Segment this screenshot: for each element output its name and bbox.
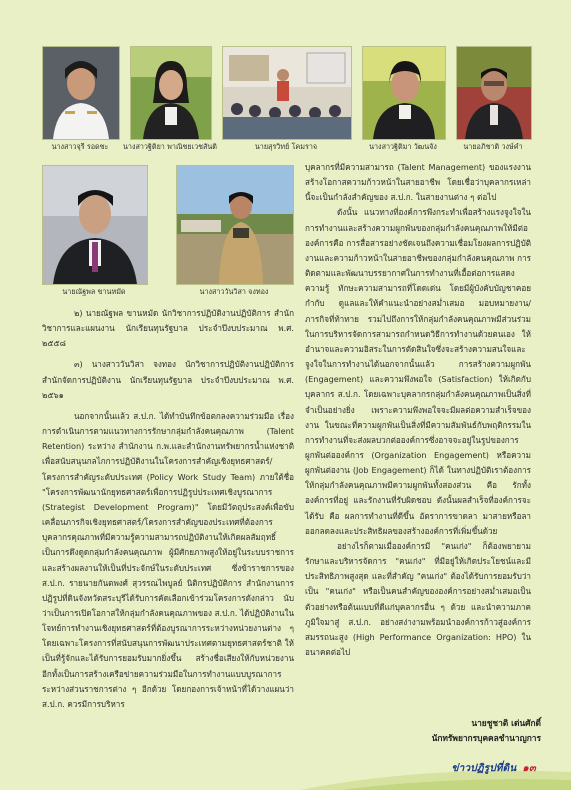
portrait-image bbox=[43, 166, 147, 284]
photo-6-caption: นายณัฐพล ขานหมัด bbox=[62, 287, 126, 296]
paragraph: นอกจากนั้นแล้ว ส.ป.ก. ได้ทำบันทึกข้อตกลงความร่วมมือ เรื่อง การดำเนินการตามแนวทางการรักษากลุ่มกำลังคนคุณภาพ (Talent Retention) ระหว่าง สำนักงาน ก.พ.และสำนักงานทรัพยากรน้ำแห่งชาติเพื่อสนับสนุนกลไกการปฏิบัติงานในโครงการสำคัญเชิงยุทธศาสตร์/โครงการสำคัญระดับประเทศ (Policy Work Study Team) ภายใต้ชื่อ "โครงการพัฒนานักยุทธศาสตร์เพื่อการปฏิรูปประเทศเชิงบูรณาการ (Strategist Development Program)" โดยมีวัตถุประสงค์เพื่อขับเคลื่อนภารกิจเชิงยุทธศาสตร์/โครงการสำคัญของประเทศที่ต้องการบุคลากรคุณภาพที่มีความรู้ความสามารถปฏิบัติงานให้เกิดผลสัมฤทธิ์ เป็นการดึงดูดกลุ่มกำลังคนคุณภาพ ผู้มีศักยภาพสูงให้อยู่ในระบบราชการและสร้างผลงานให้เป็นที่ประจักษ์ในระดับประเทศ ซึ่งข้าราชการของ ส.ป.ก. รายนายกันตพงศ์ สุวรรณไพบูลย์ นิติกรปฏิบัติการ สำนักงานการปฏิรูปที่ดินจังหวัดสระบุรีได้รับการคัดเลือกเข้าร่วมโครงการดังกล่าว นับว่าเป็นการเปิดโอกาสให้กลุ่มกำลังคนคุณภาพของ ส.ป.ก. ได้ปฏิบัติงานในโจทย์การทำงานเชิงยุทธศาสตร์ที่ต้องบูรณาการระหว่างหน่วยงานต่าง ๆ โดยเฉพาะโครงการที่สนับสนุนการพัฒนาประเทศตามยุทธศาสตร์ชาติ ให้เป็นที่รู้จักและได้รับการยอมรับมากยิ่งขึ้น สร้างชื่อเสียงให้กับหน่วยงาน อีกทั้งเป็นการสร้างเครือข่ายความร่วมมือในการทำงานแบบบูรณาการระหว่างส่วนราชการต่าง ๆ อีกด้วย โดยกองการเจ้าหน้าที่ได้วางแผนว่า ส.ป.ก. ควรมีการบริหาร bbox=[42, 410, 294, 709]
portrait-image bbox=[43, 47, 119, 139]
signature-block bbox=[432, 716, 541, 746]
field-photo bbox=[177, 166, 293, 284]
group-photo bbox=[223, 47, 351, 139]
portrait-image bbox=[131, 47, 211, 139]
photo-5-caption: นายอภิชาติ วงษ์คำ bbox=[463, 142, 523, 151]
brand-name: ข่าวปฏิรูปที่ดิน bbox=[451, 763, 517, 774]
paragraph: ๒) นายณัฐพล ขานหมัด นักวิชาการปฏิบัติงานปฏิบัติการ สำนักวิชาการและแผนงาน นักเรียนทุนรัฐบาล ประจำปีงบประมาณ พ.ศ. ๒๕๕๘ bbox=[42, 308, 294, 349]
publication-brand bbox=[452, 761, 536, 776]
photo-7 bbox=[176, 165, 294, 285]
photo-5 bbox=[456, 46, 532, 140]
photo-1-caption: นางสาวจุรี รอดชะ bbox=[51, 142, 109, 151]
photo-2 bbox=[130, 46, 212, 140]
photo-4 bbox=[362, 46, 446, 140]
photo-1 bbox=[42, 46, 120, 140]
photo-2-caption: นางสาวฐิติยา พาณิชยเวชสันติ bbox=[123, 142, 217, 151]
photo-4-caption: นางสาวฐิติมา วัฒนจัง bbox=[369, 142, 437, 151]
page-number: ๑๓ bbox=[522, 763, 536, 774]
photo-3 bbox=[222, 46, 352, 140]
photo-6 bbox=[42, 165, 148, 285]
photo-3-caption: นายสุรวิทย์ โคมราจ bbox=[254, 142, 318, 151]
paragraph: บุคลากรที่มีความสามารถ (Talent Management) ของแรงงานสร้างโอกาสความก้าวหน้าในสายอาชีพ โดยเชื่อว่าบุคลากรเหล่านี้จะเป็นกำลังสำคัญของ ส.ป.ก. ในสายงานต่าง ๆ ต่อไป bbox=[305, 162, 531, 203]
paragraph: อย่างไรก็ตามเมื่อองค์การมี "คนเก่ง" ก็ต้องพยายามรักษาและบริหารจัดการ "คนเก่ง" ที่มีอยู่ให้เกิดประโยชน์และมีประสิทธิภาพสูงสุด และที่สำคัญ "คนเก่ง" ต้องได้รับการยอมรับว่าเป็น "คนเก่ง" หรือเป็นคนสำคัญขององค์การอย่างสม่ำเสมอเป็นตัวอย่างหรือต้นแบบที่ดีแก่บุคลากรอื่น ๆ ด้วย และนำความภาคภูมิใจมาสู่ ส.ป.ก. อย่างสง่างามพร้อมนำองค์การก้าวสู่องค์การสมรรถนะสูง (High Performance Organization: HPO) ในอนาคตต่อไป bbox=[305, 540, 531, 657]
author-title: นักทรัพยากรบุคคลชำนาญการ bbox=[431, 733, 541, 743]
portrait-image bbox=[363, 47, 445, 139]
paragraph: ดังนั้น แนวทางที่องค์การพึงกระทำเพื่อสร้างแรงจูงใจในการทำงานและสร้างความผูกพันของกลุ่มกำลังคนคุณภาพให้มีต่อองค์การคือ การสื่อสารอย่างชัดเจนถึงความเชื่อมโยงผลการปฏิบัติงานและความก้าวหน้าในสายอาชีพของกลุ่มกำลังคนคุณภาพ การติดตามและพัฒนาบรรยากาศในการทำงานที่เอื้อต่อการแสดงความรู้ ทักษะความสามารถที่โดดเด่น โดยมีผู้บังคับบัญชาคอยกำกับ ดูแลและให้คำแนะนำอย่างสม่ำเสมอ มอบหมายงาน/ภารกิจที่ท้าทาย รวมไปถึงการให้กลุ่มกำลังคนคุณภาพมีส่วนร่วมในการบริหารจัดการสามารถกำหนดวิธีการทำงานด้วยตนเอง ให้อำนาจและความอิสระในการตัดสินใจซึ่งจะสร้างความสนใจและจูงใจในการทำงานได้นอกจากนั้นแล้ว การสร้างความผูกพัน (Engagement) และความพึงพอใจ (Satisfaction) ให้เกิดกับบุคลากร ส.ป.ก. โดยเฉพาะบุคลากรกลุ่มกำลังคนคุณภาพเป็นสิ่งที่จำเป็นอย่างยิ่ง เพราะความพึงพอใจจะมีผลต่อความสำเร็จของงาน ในขณะที่ความผูกพันเป็นสิ่งที่มีความสัมพันธ์กับพฤติกรรมในการทำงานที่จะส่งผลบวกต่อองค์การซึ่งอาจจะอยู่ในรูปของการผูกพันต่อองค์การ (Organization Engagement) หรือความผูกพันต่องาน (Job Engagement) ก็ได้ ในทางปฏิบัติเราต้องการให้กลุ่มกำลังคนคุณภาพมีความผูกพันทั้งสองส่วน คือ รักทั้งองค์การที่อยู่ และรักงานที่รับผิดชอบ ดังนั้นผลสำเร็จที่องค์การจะได้รับ คือ ผลการทำงานที่ดีขึ้น อัตราการขาดลา มาสายหรือลาออกลดลงและประสิทธิผลของสร้างองค์การที่เพิ่มขึ้นด้วย bbox=[305, 207, 531, 536]
right-column bbox=[305, 160, 531, 660]
author-name: นายชูชาติ เด่นศักดิ์ bbox=[471, 718, 541, 728]
paragraph: ๓) นางสาววันวิสา จงทอง นักวิชาการปฏิบัติงานปฏิบัติการ สำนักจัดการปฏิบัติงาน นักเรียนทุนรัฐบาล ประจำปีงบประมาณ พ.ศ. ๒๕๖๑ bbox=[42, 359, 294, 400]
portrait-image bbox=[457, 47, 531, 139]
left-column bbox=[42, 306, 294, 712]
photo-7-caption: นางสาววันวิสา จงทอง bbox=[199, 287, 269, 296]
